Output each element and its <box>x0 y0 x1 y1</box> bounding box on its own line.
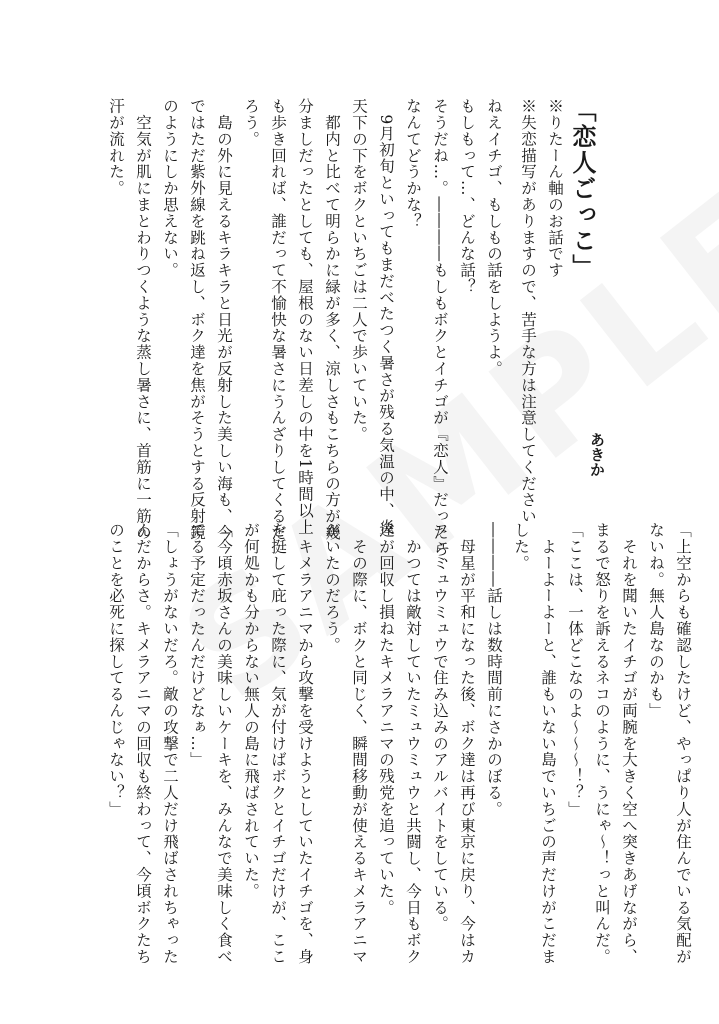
text-block-top <box>102 98 507 574</box>
text-line: それを聞いたイチゴが両腕を大きく空へ突きあげながら、 <box>620 522 638 965</box>
text-line: 分ましだったとしても、屋根のない日差しの中を1時間以上 <box>296 98 314 536</box>
author-name: あきか <box>588 432 606 477</box>
text-line: した。 <box>512 522 530 572</box>
text-line: かつては敵対していたミュウミュウと共闘し、今日もボク <box>404 522 422 965</box>
text-line: 母星が平和になった後、ボク達は再び東京に戻り、今はカ <box>458 522 476 965</box>
note-line: ※りたーん軸のお話です <box>546 98 564 279</box>
text-line: なんてどうかな？ <box>404 98 422 230</box>
text-line: フェミュウミュウで住み込みのアルバイトをしている。 <box>431 522 449 932</box>
text-line: その際に、ボクと同じく、瞬間移動が使えるキメラアニマ <box>350 522 368 965</box>
text-line: 汗が流れた。 <box>107 98 125 197</box>
text-line: 「上空からも確認したけど、やっぱり人が住んでいる気配が <box>674 522 692 965</box>
content-notes <box>514 98 568 525</box>
text-line: んだからさ。キメラアニマの回収も終わって、今頃ボクたち <box>134 522 152 965</box>
text-line: 達が回収し損ねたキメラアニマの残党を追っていた。 <box>377 522 395 916</box>
note-line: ※失恋描写がありますので、苦手な方は注意してください <box>519 98 537 525</box>
text-line: 島の外に見えるキラキラと日光が反射した美しい海も、今 <box>215 98 233 541</box>
text-line: キメラアニマから攻撃を受けようとしていたイチゴを、身 <box>296 522 314 965</box>
text-line: がいたのだろう。 <box>323 522 341 654</box>
text-line: 9月初旬といってもまだべたつく暑さが残る気温の中、炎 <box>377 98 395 536</box>
text-block-bottom <box>102 522 696 965</box>
text-line: のことを必死に探してるんじゃない？」 <box>107 522 125 818</box>
text-line: が何処かも分からない無人の島に飛ばされていた。 <box>242 522 260 900</box>
text-line: ろう。 <box>242 98 260 148</box>
text-line: 天下の下をボクといちごは二人で歩いていた。 <box>350 98 368 443</box>
text-line: そうだね…。――――もしもボクとイチゴが『恋人』だったら、 <box>431 98 449 574</box>
text-line: もしもって…、どんな話？ <box>458 98 476 295</box>
text-line: 「ここは、一体どこなのよ～～～！？」 <box>566 522 584 818</box>
text-line: まるで怒りを訴えるネコのように、うにゃ～！っと叫んだ。 <box>593 522 611 965</box>
text-line: ないね。無人島なのかも」 <box>647 522 665 719</box>
text-line: 空気が肌にまとわりつくような蒸し暑さに、首筋に一筋の <box>134 98 152 541</box>
text-line: を挺して庇った際に、気が付けばボクとイチゴだけが、ここ <box>269 522 287 965</box>
text-line: も歩き回れば、誰だって不愉快な暑さにうんざりしてくるだ <box>269 98 287 541</box>
text-line: ではただ紫外線を跳ね返し、ボク達を焦がそうとする反射鏡 <box>188 98 206 541</box>
text-line: 「今頃赤坂さんの美味しいケーキを、みんなで美味しく食べ <box>215 522 233 965</box>
text-line: てる予定だったんだけどなぁ…」 <box>188 522 206 768</box>
text-line: ――――話しは数時間前にさかのぼる。 <box>485 522 503 818</box>
text-line: よーよーよーと、誰もいない島でいちごの声だけがこだま <box>539 522 557 965</box>
story-title: 「恋人ごっこ」 <box>568 98 596 280</box>
text-line: ねえイチゴ、もしもの話をしようよ。 <box>485 98 503 377</box>
text-line: のようにしか思えない。 <box>161 98 179 279</box>
text-line: 都内と比べて明らかに緑が多く、涼しさもこちらの方が幾 <box>323 98 341 541</box>
text-line: 「しょうがないだろ。敵の攻撃で二人だけ飛ばされちゃった <box>161 522 179 965</box>
